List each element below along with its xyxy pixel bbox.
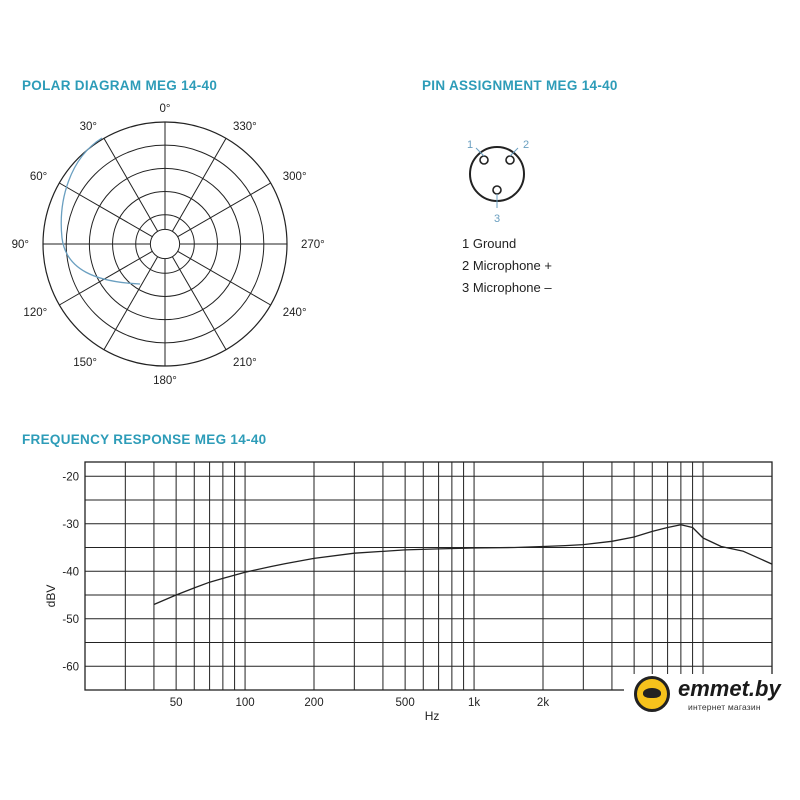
polar-angle-label: 150° — [73, 356, 97, 369]
polar-angle-label: 0° — [159, 103, 171, 115]
x-axis-label: Hz — [424, 709, 440, 723]
polar-angle-label: 120° — [23, 307, 48, 319]
pin-assignment-title: PIN ASSIGNMENT MEG 14-40 — [422, 78, 618, 93]
plot-frame — [85, 462, 772, 690]
pin-legend-item-mic-plus: 2 Microphone + — [462, 258, 552, 273]
y-tick-label: -40 — [62, 566, 79, 579]
chart-grid — [85, 462, 772, 690]
x-tick-label: 500 — [395, 697, 415, 709]
bee-icon — [634, 676, 670, 712]
y-tick-label: -60 — [62, 661, 79, 674]
polar-angle-label: 270° — [301, 239, 325, 251]
watermark-logo — [612, 662, 800, 724]
x-tick-label: 1k — [467, 697, 481, 709]
x-tick-label: 50 — [169, 697, 183, 709]
frequency-response-line — [154, 525, 772, 605]
logo-name: emmet.by — [678, 676, 781, 701]
pin-legend-item-mic-minus: 3 Microphone – — [462, 280, 552, 295]
pin-number-label: 2 — [522, 139, 530, 151]
y-tick-label: -30 — [62, 518, 79, 531]
frequency-response-title: FREQUENCY RESPONSE MEG 14-40 — [22, 432, 267, 447]
polar-angle-label: 180° — [153, 375, 177, 387]
pin-number-label: 1 — [466, 139, 474, 151]
pin-legend-item-ground: 1 Ground — [462, 236, 517, 251]
polar-angle-label: 210° — [233, 356, 257, 369]
polar-angle-label: 90° — [11, 239, 29, 251]
polar-angle-label: 30° — [79, 121, 97, 134]
polar-angle-label: 60° — [29, 171, 48, 183]
y-tick-label: -20 — [62, 471, 79, 484]
polar-diagram-title: POLAR DIAGRAM MEG 14-40 — [22, 78, 218, 93]
polar-angle-label: 330° — [233, 121, 257, 134]
x-tick-label: 200 — [304, 697, 324, 709]
logo-subtitle: интернет магазин — [688, 702, 761, 712]
polar-angle-label: 240° — [282, 307, 307, 319]
polar-angle-label: 300° — [282, 171, 307, 183]
x-tick-label: 100 — [235, 697, 255, 709]
y-axis-label: dBV — [44, 584, 58, 608]
pin-number-label: 3 — [493, 213, 501, 225]
y-tick-label: -50 — [62, 613, 79, 626]
x-tick-label: 2k — [536, 697, 550, 709]
